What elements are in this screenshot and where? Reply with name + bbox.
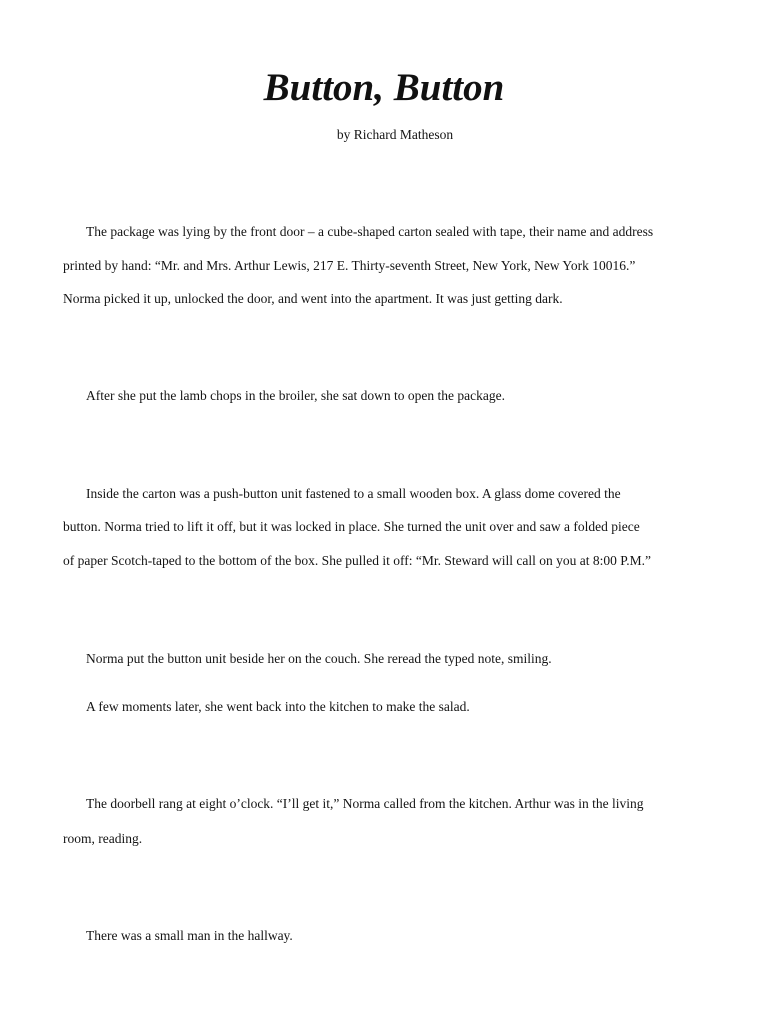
story-title: Button, Button [263,66,505,109]
paragraph-6-line-1: The doorbell rang at eight o’clock. “I’ll get it,” Norma called from the kitchen. Arthur was in the living [86,796,644,811]
paragraph-3-line-3: of paper Scotch-taped to the bottom of the box. She pulled it off: “Mr. Steward will call on you at 8:00 P.M.” [63,553,652,568]
paragraph-3-line-1: Inside the carton was a push-button unit fastened to a small wooden box. A glass dome covered the [86,486,621,501]
paragraph-5-line-1: A few moments later, she went back into the kitchen to make the salad. [86,699,470,714]
paragraph-7-line-1: There was a small man in the hallway. [86,928,293,943]
paragraph-1-line-3: Norma picked it up, unlocked the door, and went into the apartment. It was just getting dark. [63,291,563,306]
paragraph-1-line-1: The package was lying by the front door – a cube-shaped carton sealed with tape, their name and address [86,224,654,239]
paragraph-4-line-1: Norma put the button unit beside her on the couch. She reread the typed note, smiling. [86,651,552,666]
paragraph-3-line-2: button. Norma tried to lift it off, but it was locked in place. She turned the unit over and saw a folded piece [63,519,640,534]
paragraph-2-line-1: After she put the lamb chops in the broiler, she sat down to open the package. [86,388,505,403]
paragraph-1-line-2: printed by hand: “Mr. and Mrs. Arthur Lewis, 217 E. Thirty-seventh Street, New York, New York 10016.” [63,258,636,273]
story-author: by Richard Matheson [336,127,454,142]
paragraph-6-line-2: room, reading. [63,831,143,846]
